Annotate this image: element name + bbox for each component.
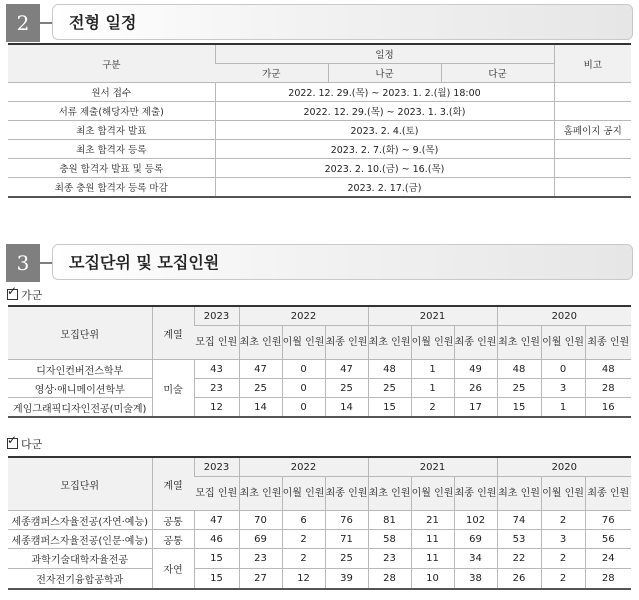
header-final: 최종 인원 xyxy=(454,326,497,360)
header-recruit: 모집 인원 xyxy=(194,326,239,360)
header-unit: 모집단위 xyxy=(8,457,152,511)
value-cell: 25 xyxy=(368,379,411,398)
value-cell: 3 xyxy=(541,530,585,549)
value-cell: 71 xyxy=(325,530,368,549)
value-cell: 1 xyxy=(411,360,454,379)
gagun-label-text: 가군 xyxy=(21,289,43,302)
value-cell: 25 xyxy=(325,549,368,569)
value-cell: 0 xyxy=(282,398,325,418)
table-row xyxy=(8,102,631,121)
header-ga: 가군 xyxy=(215,64,328,83)
value-cell: 69 xyxy=(454,530,497,549)
value-cell: 1 xyxy=(541,398,585,418)
value-cell: 25 xyxy=(239,379,282,398)
header-field: 계열 xyxy=(152,306,194,360)
value-cell: 15 xyxy=(368,398,411,418)
unit-name: 과학기술대학자율전공 xyxy=(8,549,152,569)
header-year-2022: 2022 xyxy=(239,457,368,477)
header-final: 최종 인원 xyxy=(325,477,368,511)
value-cell: 15 xyxy=(497,398,541,418)
value-cell: 70 xyxy=(239,511,282,530)
value-cell: 47 xyxy=(239,360,282,379)
header-initial: 최초 인원 xyxy=(497,477,541,511)
header-unit: 모집단위 xyxy=(8,306,152,360)
dagun-label-text: 다군 xyxy=(21,438,43,451)
section-connector xyxy=(40,22,52,24)
value-cell: 43 xyxy=(194,360,239,379)
value-cell: 28 xyxy=(585,379,631,398)
value-cell: 0 xyxy=(282,360,325,379)
table-row xyxy=(8,83,631,102)
value-cell: 26 xyxy=(454,379,497,398)
value-cell: 26 xyxy=(497,569,541,590)
header-initial: 최초 인원 xyxy=(239,477,282,511)
header-field: 계열 xyxy=(152,457,194,511)
header-carry: 이월 인원 xyxy=(541,326,585,360)
value-cell: 0 xyxy=(282,379,325,398)
header-recruit: 모집 인원 xyxy=(194,477,239,511)
header-initial: 최초 인원 xyxy=(368,326,411,360)
value-cell: 76 xyxy=(585,511,631,530)
row-schedule: 2023. 2. 4.(토) xyxy=(215,121,554,140)
value-cell: 25 xyxy=(497,379,541,398)
gagun-label xyxy=(7,287,42,303)
table-row xyxy=(8,398,631,418)
row-label: 최초 합격자 발표 xyxy=(8,121,215,140)
value-cell: 3 xyxy=(541,379,585,398)
dagun-label xyxy=(7,436,42,452)
value-cell: 0 xyxy=(541,360,585,379)
table-row xyxy=(8,121,631,140)
value-cell: 23 xyxy=(368,549,411,569)
header-final: 최종 인원 xyxy=(585,477,631,511)
unit-name: 세종캠퍼스자율전공(인문·예능) xyxy=(8,530,152,549)
value-cell: 27 xyxy=(239,569,282,590)
checkbox-icon xyxy=(7,438,18,449)
unit-name: 영상·애니메이션학부 xyxy=(8,379,152,398)
value-cell: 48 xyxy=(585,360,631,379)
row-label: 서류 제출(해당자만 제출) xyxy=(8,102,215,121)
row-note: 홈페이지 공지 xyxy=(554,121,631,140)
section-2-header xyxy=(6,4,633,42)
header-carry: 이월 인원 xyxy=(282,326,325,360)
value-cell: 69 xyxy=(239,530,282,549)
field-name: 공통 xyxy=(152,511,194,530)
value-cell: 10 xyxy=(411,569,454,590)
value-cell: 2 xyxy=(541,511,585,530)
header-carry: 이월 인원 xyxy=(282,477,325,511)
value-cell: 2 xyxy=(411,398,454,418)
value-cell: 56 xyxy=(585,530,631,549)
section-number: 3 xyxy=(6,244,40,282)
unit-name: 전자전기융합공학과 xyxy=(8,569,152,590)
value-cell: 74 xyxy=(497,511,541,530)
section-connector xyxy=(40,262,52,264)
row-note xyxy=(554,83,631,102)
row-note xyxy=(554,159,631,178)
table-row xyxy=(8,530,631,549)
table-row xyxy=(8,178,631,198)
value-cell: 49 xyxy=(454,360,497,379)
row-note xyxy=(554,102,631,121)
table-row xyxy=(8,360,631,379)
value-cell: 11 xyxy=(411,549,454,569)
row-label: 충원 합격자 발표 및 등록 xyxy=(8,159,215,178)
header-year-2023: 2023 xyxy=(194,457,239,477)
row-schedule: 2023. 2. 17.(금) xyxy=(215,178,554,198)
row-label: 원서 접수 xyxy=(8,83,215,102)
table-row xyxy=(8,549,631,569)
value-cell: 25 xyxy=(325,379,368,398)
header-final: 최종 인원 xyxy=(325,326,368,360)
section-title: 모집단위 및 모집인원 xyxy=(52,244,633,280)
schedule-table xyxy=(8,43,631,198)
value-cell: 17 xyxy=(454,398,497,418)
value-cell: 21 xyxy=(411,511,454,530)
header-da: 다군 xyxy=(441,64,554,83)
header-year-2021: 2021 xyxy=(368,306,497,326)
value-cell: 2 xyxy=(541,549,585,569)
value-cell: 48 xyxy=(368,360,411,379)
header-note: 비고 xyxy=(554,44,631,83)
value-cell: 23 xyxy=(239,549,282,569)
checkbox-icon xyxy=(7,289,18,300)
header-year-2022: 2022 xyxy=(239,306,368,326)
row-schedule: 2023. 2. 10.(금) ~ 16.(목) xyxy=(215,159,554,178)
unit-name: 세종캠퍼스자율전공(자연·예능) xyxy=(8,511,152,530)
value-cell: 48 xyxy=(497,360,541,379)
header-year-2020: 2020 xyxy=(497,457,631,477)
value-cell: 2 xyxy=(282,549,325,569)
table-row xyxy=(8,140,631,159)
value-cell: 12 xyxy=(282,569,325,590)
value-cell: 58 xyxy=(368,530,411,549)
value-cell: 38 xyxy=(454,569,497,590)
value-cell: 22 xyxy=(497,549,541,569)
value-cell: 76 xyxy=(325,511,368,530)
value-cell: 16 xyxy=(585,398,631,418)
section-title: 전형 일정 xyxy=(52,4,633,40)
header-year-2020: 2020 xyxy=(497,306,631,326)
gagun-table xyxy=(8,305,631,418)
value-cell: 39 xyxy=(325,569,368,590)
dagun-table xyxy=(8,456,631,590)
row-label: 최초 합격자 등록 xyxy=(8,140,215,159)
value-cell: 28 xyxy=(368,569,411,590)
value-cell: 1 xyxy=(411,379,454,398)
value-cell: 12 xyxy=(194,398,239,418)
field-name: 미술 xyxy=(152,360,194,418)
section-number: 2 xyxy=(6,4,40,42)
header-year-2021: 2021 xyxy=(368,457,497,477)
row-schedule: 2023. 2. 7.(화) ~ 9.(목) xyxy=(215,140,554,159)
value-cell: 47 xyxy=(325,360,368,379)
header-initial: 최초 인원 xyxy=(239,326,282,360)
table-row xyxy=(8,379,631,398)
value-cell: 102 xyxy=(454,511,497,530)
header-initial: 최초 인원 xyxy=(497,326,541,360)
value-cell: 53 xyxy=(497,530,541,549)
value-cell: 2 xyxy=(541,569,585,590)
header-final: 최종 인원 xyxy=(454,477,497,511)
header-schedule: 일정 xyxy=(215,44,554,64)
header-carry: 이월 인원 xyxy=(411,477,454,511)
row-schedule: 2022. 12. 29.(목) ~ 2023. 1. 3.(화) xyxy=(215,102,554,121)
table-row xyxy=(8,569,631,590)
unit-name: 게임그래픽디자인전공(미술계) xyxy=(8,398,152,418)
row-label: 최종 충원 합격자 등록 마감 xyxy=(8,178,215,198)
value-cell: 6 xyxy=(282,511,325,530)
field-name: 공통 xyxy=(152,530,194,549)
header-carry: 이월 인원 xyxy=(411,326,454,360)
row-schedule: 2022. 12. 29.(목) ~ 2023. 1. 2.(월) 18:00 xyxy=(215,83,554,102)
field-name: 자연 xyxy=(152,549,194,590)
value-cell: 47 xyxy=(194,511,239,530)
header-carry: 이월 인원 xyxy=(541,477,585,511)
value-cell: 15 xyxy=(194,549,239,569)
header-year-2023: 2023 xyxy=(194,306,239,326)
section-3-header xyxy=(6,244,633,282)
unit-name: 디자인컨버전스학부 xyxy=(8,360,152,379)
value-cell: 28 xyxy=(585,569,631,590)
value-cell: 11 xyxy=(411,530,454,549)
value-cell: 46 xyxy=(194,530,239,549)
value-cell: 81 xyxy=(368,511,411,530)
header-category: 구분 xyxy=(8,44,215,83)
value-cell: 2 xyxy=(282,530,325,549)
header-final: 최종 인원 xyxy=(585,326,631,360)
value-cell: 14 xyxy=(325,398,368,418)
value-cell: 14 xyxy=(239,398,282,418)
header-na: 나군 xyxy=(328,64,441,83)
value-cell: 23 xyxy=(194,379,239,398)
table-row xyxy=(8,511,631,530)
value-cell: 24 xyxy=(585,549,631,569)
value-cell: 15 xyxy=(194,569,239,590)
row-note xyxy=(554,178,631,198)
row-note xyxy=(554,140,631,159)
value-cell: 34 xyxy=(454,549,497,569)
header-initial: 최초 인원 xyxy=(368,477,411,511)
table-row xyxy=(8,159,631,178)
